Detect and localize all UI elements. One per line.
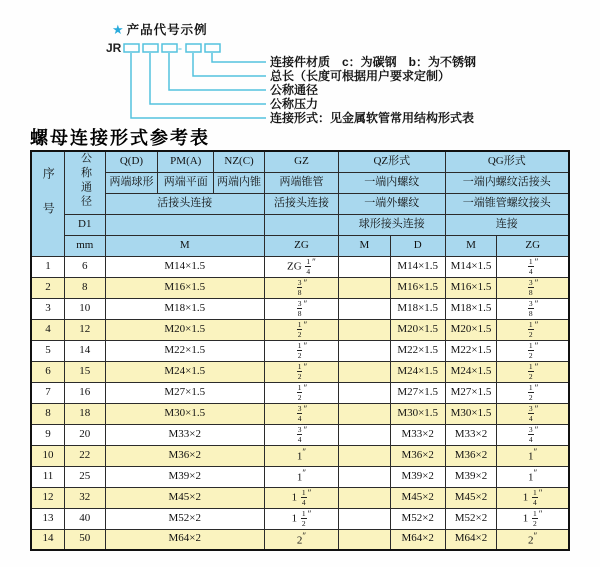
cell-qz-d: M36×2	[390, 445, 445, 466]
header-qz-desc2: 一端外螺纹	[339, 193, 446, 214]
callout-label-diameter: 公称通径	[270, 83, 319, 97]
cell-gz-zg: $\frac{1}{2}$ ″	[264, 340, 338, 361]
cell-seq: 4	[31, 319, 64, 340]
cell-dn: 12	[64, 319, 105, 340]
cell-seq: 2	[31, 277, 64, 298]
cell-qz-m	[339, 529, 391, 550]
cell-m: M30×1.5	[105, 403, 264, 424]
cell-seq: 5	[31, 340, 64, 361]
cell-seq: 11	[31, 466, 64, 487]
header-mm: mm	[64, 235, 105, 256]
page-title: 螺母连接形式参考表	[30, 128, 210, 149]
cell-qz-m	[339, 277, 391, 298]
cell-m: M33×2	[105, 424, 264, 445]
header-zg-label: ZG	[264, 235, 338, 256]
cell-gz-zg: 1 $\frac{1}{2}$ ″	[264, 508, 338, 529]
cell-qg-m: M27×1.5	[445, 382, 497, 403]
cell-dn: 50	[64, 529, 105, 550]
header-row-4	[31, 214, 569, 235]
table-row	[31, 298, 569, 319]
cell-m: M18×1.5	[105, 298, 264, 319]
cell-m: M22×1.5	[105, 340, 264, 361]
cell-qg-zg: 2″	[497, 529, 569, 550]
cell-qg-m: M52×2	[445, 508, 497, 529]
cell-qg-m: M45×2	[445, 487, 497, 508]
cell-qz-d: M14×1.5	[390, 256, 445, 277]
cell-dn: 20	[64, 424, 105, 445]
cell-qz-d: M33×2	[390, 424, 445, 445]
cell-m: M45×2	[105, 487, 264, 508]
code-field-box	[162, 44, 177, 52]
cell-qz-d: M24×1.5	[390, 361, 445, 382]
cell-qz-m	[339, 487, 391, 508]
table-row	[31, 277, 569, 298]
table-row	[31, 508, 569, 529]
cell-gz-zg: $\frac{3}{4}$ ″	[264, 403, 338, 424]
cell-m: M52×2	[105, 508, 264, 529]
cell-dn: 6	[64, 256, 105, 277]
cell-seq: 14	[31, 529, 64, 550]
header-pm-desc: 两端平面	[158, 172, 214, 193]
cell-qg-zg: $\frac{3}{4}$ ″	[497, 403, 569, 424]
header-nz-desc: 两端内锥	[214, 172, 265, 193]
header-dn: 公称通径	[64, 151, 105, 214]
header-qg-desc1: 一端内螺纹活接头	[445, 172, 569, 193]
cell-qg-zg: $\frac{3}{4}$ ″	[497, 424, 569, 445]
callout-label-connection: 连接形式：见金属软管常用结构形式表	[270, 111, 475, 125]
cell-qz-m	[339, 361, 391, 382]
cell-qz-d: M16×1.5	[390, 277, 445, 298]
cell-qz-m	[339, 403, 391, 424]
cell-qg-zg: $\frac{1}{2}$ ″	[497, 319, 569, 340]
cell-seq: 6	[31, 361, 64, 382]
cell-qg-m: M18×1.5	[445, 298, 497, 319]
cell-qg-m: M33×2	[445, 424, 497, 445]
cell-seq: 8	[31, 403, 64, 424]
cell-m: M64×2	[105, 529, 264, 550]
code-field-box	[205, 44, 220, 52]
cell-qz-d: M39×2	[390, 466, 445, 487]
header-left-conn: 活接头连接	[105, 193, 264, 214]
cell-qg-m: M22×1.5	[445, 340, 497, 361]
cell-gz-zg: ZG $\frac{1}{4}$ ″	[264, 256, 338, 277]
cell-qz-m	[339, 466, 391, 487]
header-qz-desc1: 一端内螺纹	[339, 172, 446, 193]
header-empty-left	[105, 214, 264, 235]
code-field-box	[186, 44, 201, 52]
cell-qg-m: M16×1.5	[445, 277, 497, 298]
table-row	[31, 529, 569, 550]
cell-m: M36×2	[105, 445, 264, 466]
table-row	[31, 382, 569, 403]
cell-qg-m: M30×1.5	[445, 403, 497, 424]
cell-gz-zg: $\frac{3}{8}$ ″	[264, 277, 338, 298]
header-d1: D1	[64, 214, 105, 235]
cell-gz-zg: $\frac{1}{2}$ ″	[264, 382, 338, 403]
cell-m: M24×1.5	[105, 361, 264, 382]
cell-qz-d: M52×2	[390, 508, 445, 529]
cell-qz-d: M45×2	[390, 487, 445, 508]
cell-gz-zg: 1 $\frac{1}{4}$ ″	[264, 487, 338, 508]
cell-gz-zg: $\frac{1}{2}$ ″	[264, 361, 338, 382]
callout-label-material: 连接件材质 c：为碳钢 b：为不锈钢	[270, 55, 477, 69]
cell-gz-zg: $\frac{3}{8}$ ″	[264, 298, 338, 319]
table-row	[31, 340, 569, 361]
cell-qg-zg: $\frac{1}{2}$ ″	[497, 361, 569, 382]
cell-qz-d: M27×1.5	[390, 382, 445, 403]
cell-qz-m	[339, 508, 391, 529]
cell-seq: 1	[31, 256, 64, 277]
cell-dn: 22	[64, 445, 105, 466]
header-qg-zg-label: ZG	[497, 235, 569, 256]
cell-seq: 7	[31, 382, 64, 403]
cell-m: M39×2	[105, 466, 264, 487]
header-col-q: Q(D)	[105, 151, 158, 172]
callout-line	[212, 53, 266, 62]
diagram-heading-text: 产品代号示例	[126, 23, 208, 37]
cell-m: M27×1.5	[105, 382, 264, 403]
table-row	[31, 424, 569, 445]
cell-m: M16×1.5	[105, 277, 264, 298]
header-qz-m-label: M	[339, 235, 391, 256]
code-field-box	[143, 44, 158, 52]
callout-line	[169, 53, 266, 90]
header-empty-gz	[264, 214, 338, 235]
table-row	[31, 361, 569, 382]
diagram-heading	[112, 20, 208, 38]
cell-qz-m	[339, 256, 391, 277]
header-qg-desc2: 一端锥管螺纹接头	[445, 193, 569, 214]
cell-qg-zg: 1″	[497, 466, 569, 487]
cell-qz-d: M30×1.5	[390, 403, 445, 424]
cell-seq: 9	[31, 424, 64, 445]
header-qz-d-label: D	[390, 235, 445, 256]
cell-dn: 14	[64, 340, 105, 361]
header-qz-conn: 球形接头连接	[339, 214, 446, 235]
cell-qg-m: M20×1.5	[445, 319, 497, 340]
cell-qz-m	[339, 424, 391, 445]
cell-qz-d: M20×1.5	[390, 319, 445, 340]
table-row	[31, 487, 569, 508]
cell-dn: 32	[64, 487, 105, 508]
cell-dn: 25	[64, 466, 105, 487]
header-m-label: M	[105, 235, 264, 256]
cell-dn: 8	[64, 277, 105, 298]
header-row-2	[31, 172, 569, 193]
cell-m: M20×1.5	[105, 319, 264, 340]
table-row	[31, 466, 569, 487]
callout-line	[193, 53, 266, 76]
cell-qg-zg: $\frac{1}{2}$ ″	[497, 382, 569, 403]
product-code-diagram	[0, 0, 600, 130]
header-col-nz: NZ(C)	[214, 151, 265, 172]
header-col-pm: PM(A)	[158, 151, 214, 172]
cell-dn: 40	[64, 508, 105, 529]
table-row	[31, 403, 569, 424]
cell-qg-zg: $\frac{3}{8}$ ″	[497, 298, 569, 319]
cell-qg-zg: $\frac{1}{4}$ ″	[497, 256, 569, 277]
table-row	[31, 256, 569, 277]
cell-qz-d: M64×2	[390, 529, 445, 550]
cell-qg-zg: $\frac{3}{8}$ ″	[497, 277, 569, 298]
code-prefix: JR	[106, 41, 122, 55]
code-dash: -	[178, 41, 182, 55]
cell-dn: 18	[64, 403, 105, 424]
nut-connection-table	[30, 150, 570, 551]
header-row-5	[31, 235, 569, 256]
callout-label-pressure: 公称压力	[270, 97, 319, 111]
cell-qg-zg: $\frac{1}{2}$ ″	[497, 340, 569, 361]
header-row-1	[31, 151, 569, 172]
header-col-gz: GZ	[264, 151, 338, 172]
callout-line	[150, 53, 266, 104]
header-gz-conn: 活接头连接	[264, 193, 338, 214]
cell-qg-zg: 1″	[497, 445, 569, 466]
cell-gz-zg: $\frac{1}{2}$ ″	[264, 319, 338, 340]
cell-seq: 3	[31, 298, 64, 319]
cell-qz-m	[339, 319, 391, 340]
cell-seq: 10	[31, 445, 64, 466]
cell-m: M14×1.5	[105, 256, 264, 277]
cell-qg-m: M39×2	[445, 466, 497, 487]
cell-qg-m: M36×2	[445, 445, 497, 466]
cell-gz-zg: $\frac{3}{4}$ ″	[264, 424, 338, 445]
cell-dn: 15	[64, 361, 105, 382]
cell-dn: 16	[64, 382, 105, 403]
star-icon: ★	[112, 22, 125, 37]
cell-dn: 10	[64, 298, 105, 319]
header-qg-m-label: M	[445, 235, 497, 256]
cell-qz-m	[339, 340, 391, 361]
header-gz-desc: 两端锥管	[264, 172, 338, 193]
cell-qz-m	[339, 298, 391, 319]
cell-gz-zg: 2″	[264, 529, 338, 550]
cell-qg-zg: 1 $\frac{1}{4}$ ″	[497, 487, 569, 508]
table-row	[31, 445, 569, 466]
table-row	[31, 319, 569, 340]
cell-gz-zg: 1″	[264, 445, 338, 466]
header-qg-conn: 连接	[445, 214, 569, 235]
cell-qz-m	[339, 382, 391, 403]
header-col-qg: QG形式	[445, 151, 569, 172]
header-q-desc: 两端球形	[105, 172, 158, 193]
cell-qg-m: M14×1.5	[445, 256, 497, 277]
cell-qg-zg: 1 $\frac{1}{2}$ ″	[497, 508, 569, 529]
code-field-box	[124, 44, 139, 52]
callout-label-length: 总长（长度可根据用户要求定制）	[270, 69, 451, 83]
cell-qg-m: M24×1.5	[445, 361, 497, 382]
cell-qg-m: M64×2	[445, 529, 497, 550]
cell-qz-d: M22×1.5	[390, 340, 445, 361]
cell-gz-zg: 1″	[264, 466, 338, 487]
header-seq: 序号	[31, 151, 64, 256]
cell-qz-m	[339, 445, 391, 466]
header-row-3	[31, 193, 569, 214]
header-col-qz: QZ形式	[339, 151, 446, 172]
cell-seq: 12	[31, 487, 64, 508]
cell-seq: 13	[31, 508, 64, 529]
cell-qz-d: M18×1.5	[390, 298, 445, 319]
